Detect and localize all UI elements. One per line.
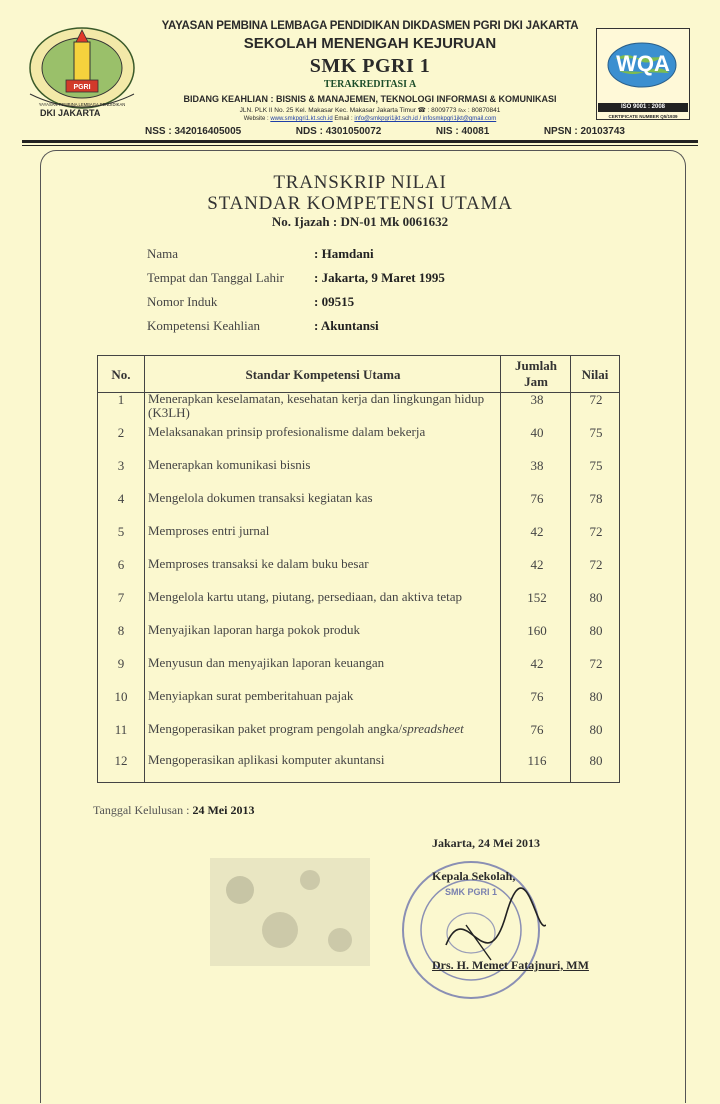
birth-value: : Jakarta, 9 Maret 1995	[314, 270, 445, 285]
stamp-text: SMK PGRI 1	[444, 887, 498, 897]
table-row	[98, 753, 619, 786]
row-score: 80	[589, 623, 603, 638]
nds: NDS : 4301050072	[295, 126, 382, 137]
student-number-label: Nomor Induk	[147, 294, 218, 309]
email-label: Email :	[334, 116, 353, 122]
row-no: 7	[117, 590, 125, 605]
accreditation: TERAKREDITASI A	[323, 79, 417, 90]
npsn: NPSN : 20103743	[543, 126, 625, 137]
birth-label: Tempat dan Tanggal Lahir	[147, 270, 284, 285]
row-hours: 38	[530, 392, 544, 407]
website-label: Website :	[243, 116, 269, 122]
row-hours: 42	[530, 656, 544, 671]
row-score: 72	[589, 557, 603, 572]
graduation-date-line	[93, 803, 254, 818]
row-no: 3	[117, 458, 125, 473]
school-name: SMK PGRI 1	[309, 55, 431, 77]
table-row	[98, 491, 619, 524]
header-rule-thick	[22, 140, 698, 143]
row-no: 9	[117, 656, 125, 671]
row-score: 72	[589, 524, 603, 539]
table-row	[98, 656, 619, 689]
logo-badge-text: PGRI	[73, 84, 91, 91]
header-hours: Jumlah Jam	[515, 358, 557, 389]
fields-of-expertise: BIDANG KEAHLIAN : BISNIS & MANAJEMEN, TEKNOLOGI INFORMASI & KOMUNIKASI	[183, 94, 557, 104]
row-hours: 38	[530, 458, 544, 473]
nis: NIS : 40081	[435, 126, 490, 137]
school-type: SEKOLAH MENENGAH KEJURUAN	[243, 35, 497, 52]
row-competency: Menyajikan laporan harga pokok produk	[148, 622, 361, 637]
competency-table	[97, 355, 620, 783]
row-no: 2	[117, 425, 125, 440]
student-name-value: : Hamdani	[314, 246, 374, 261]
logo-ring-text: YAYASAN PEMBINA LEMBAGA PENDIDIKAN	[38, 102, 126, 107]
row-competency: Menerapkan keselamatan, kesehatan kerja dan lingkungan hidup (K3LH)	[148, 391, 485, 420]
row-competency: Mengoperasikan aplikasi komputer akuntansi	[148, 752, 385, 767]
competency-value: : Akuntansi	[314, 318, 379, 333]
row-no: 8	[117, 623, 125, 638]
row-score: 75	[589, 458, 603, 473]
row-score: 72	[589, 656, 603, 671]
row-hours: 160	[527, 623, 547, 638]
row-competency: Mengelola kartu utang, piutang, persediaan, dan aktiva tetap	[148, 589, 463, 604]
row-hours: 76	[530, 722, 544, 737]
row-score: 72	[589, 392, 603, 407]
student-name-label: Nama	[147, 246, 179, 261]
row-hours: 76	[530, 689, 544, 704]
graduation-date: 24 Mei 2013	[192, 803, 255, 817]
place-date: Jakarta, 24 Mei 2013	[432, 836, 540, 850]
row-no: 6	[117, 557, 125, 572]
row-competency: Memproses transaksi ke dalam buku besar	[148, 556, 369, 571]
row-no: 5	[117, 524, 125, 539]
header-rule-thin	[22, 145, 698, 146]
row-hours: 116	[527, 753, 547, 768]
header-score: Nilai	[581, 367, 609, 382]
row-competency-text: Mengoperasikan paket program pengolah angka/	[148, 721, 403, 736]
row-score: 80	[589, 753, 603, 768]
row-no: 1	[117, 392, 125, 407]
iso-badge: ISO 9001 : 2008	[598, 103, 688, 112]
row-competency: Menyiapkan surat pemberitahuan pajak	[148, 688, 354, 703]
row-no: 11	[114, 722, 128, 737]
row-score: 75	[589, 425, 603, 440]
row-score: 80	[589, 590, 603, 605]
foundation-name: YAYASAN PEMBINA LEMBAGA PENDIDIKAN DIKDASMEN PGRI DKI JAKARTA	[161, 20, 579, 32]
school-address: JLN. PLK II No. 25 Kel. Makasar Kec. Makasar Jakarta Timur ☎ : 8009773 ℻ : 80870841	[239, 107, 501, 114]
photo-smudge	[200, 850, 380, 970]
row-score: 78	[589, 491, 603, 506]
table-row	[98, 524, 619, 557]
competency-label: Kompetensi Keahlian	[147, 318, 260, 333]
table-row	[98, 590, 619, 623]
row-hours: 40	[530, 425, 544, 440]
table-row	[98, 458, 619, 491]
row-score: 80	[589, 689, 603, 704]
row-hours: 152	[527, 590, 547, 605]
row-competency	[148, 722, 498, 736]
table-row	[98, 392, 619, 425]
school-identifiers	[145, 126, 625, 137]
wqa-logo-text: WQA	[616, 51, 670, 76]
row-hours: 42	[530, 524, 544, 539]
row-no: 4	[117, 491, 125, 506]
row-competency: Menerapkan komunikasi bisnis	[148, 457, 311, 472]
document-title: TRANSKRIP NILAI	[273, 172, 447, 193]
graduation-label: Tanggal Kelulusan :	[93, 803, 193, 817]
row-no: 10	[114, 689, 128, 704]
row-score: 80	[589, 722, 603, 737]
table-row	[98, 689, 619, 722]
principal-title: Kepala Sekolah,	[432, 869, 516, 883]
header-no: No.	[111, 367, 131, 382]
row-competency: Melaksanakan prinsip profesionalisme dalam bekerja	[148, 424, 426, 439]
row-hours: 42	[530, 557, 544, 572]
table-row	[98, 557, 619, 590]
document-subtitle: STANDAR KOMPETENSI UTAMA	[207, 193, 513, 214]
row-competency: Menyusun dan menyajikan laporan keuangan	[148, 655, 385, 670]
table-row	[98, 722, 619, 755]
header-competency: Standar Kompetensi Utama	[245, 367, 401, 382]
row-no: 12	[114, 753, 128, 768]
row-competency-italic: spreadsheet	[402, 721, 464, 736]
ijazah-number: No. Ijazah : DN-01 Mk 0061632	[271, 214, 449, 229]
table-row	[98, 425, 619, 458]
email-link[interactable]: info@smkpgri1jkt.sch.id / infosmkpgri1jkt@gmail.com	[354, 116, 497, 122]
student-number-value: : 09515	[314, 294, 355, 309]
website-link[interactable]: www.smkpgri1.kt.sch.id	[270, 116, 333, 122]
principal-name: Drs. H. Memet Fatajnuri, MM	[432, 958, 589, 972]
row-hours: 76	[530, 491, 544, 506]
logo-region-label: DKI JAKARTA	[40, 108, 101, 118]
certificate-number: CERTIFICATE NUMBER Q5/1939	[608, 114, 678, 119]
contact-line	[110, 116, 630, 122]
row-competency: Mengelola dokumen transaksi kegiatan kas	[148, 490, 373, 505]
row-competency: Memproses entri jurnal	[148, 523, 270, 538]
table-row	[98, 623, 619, 656]
nss: NSS : 342016405005	[145, 126, 242, 137]
